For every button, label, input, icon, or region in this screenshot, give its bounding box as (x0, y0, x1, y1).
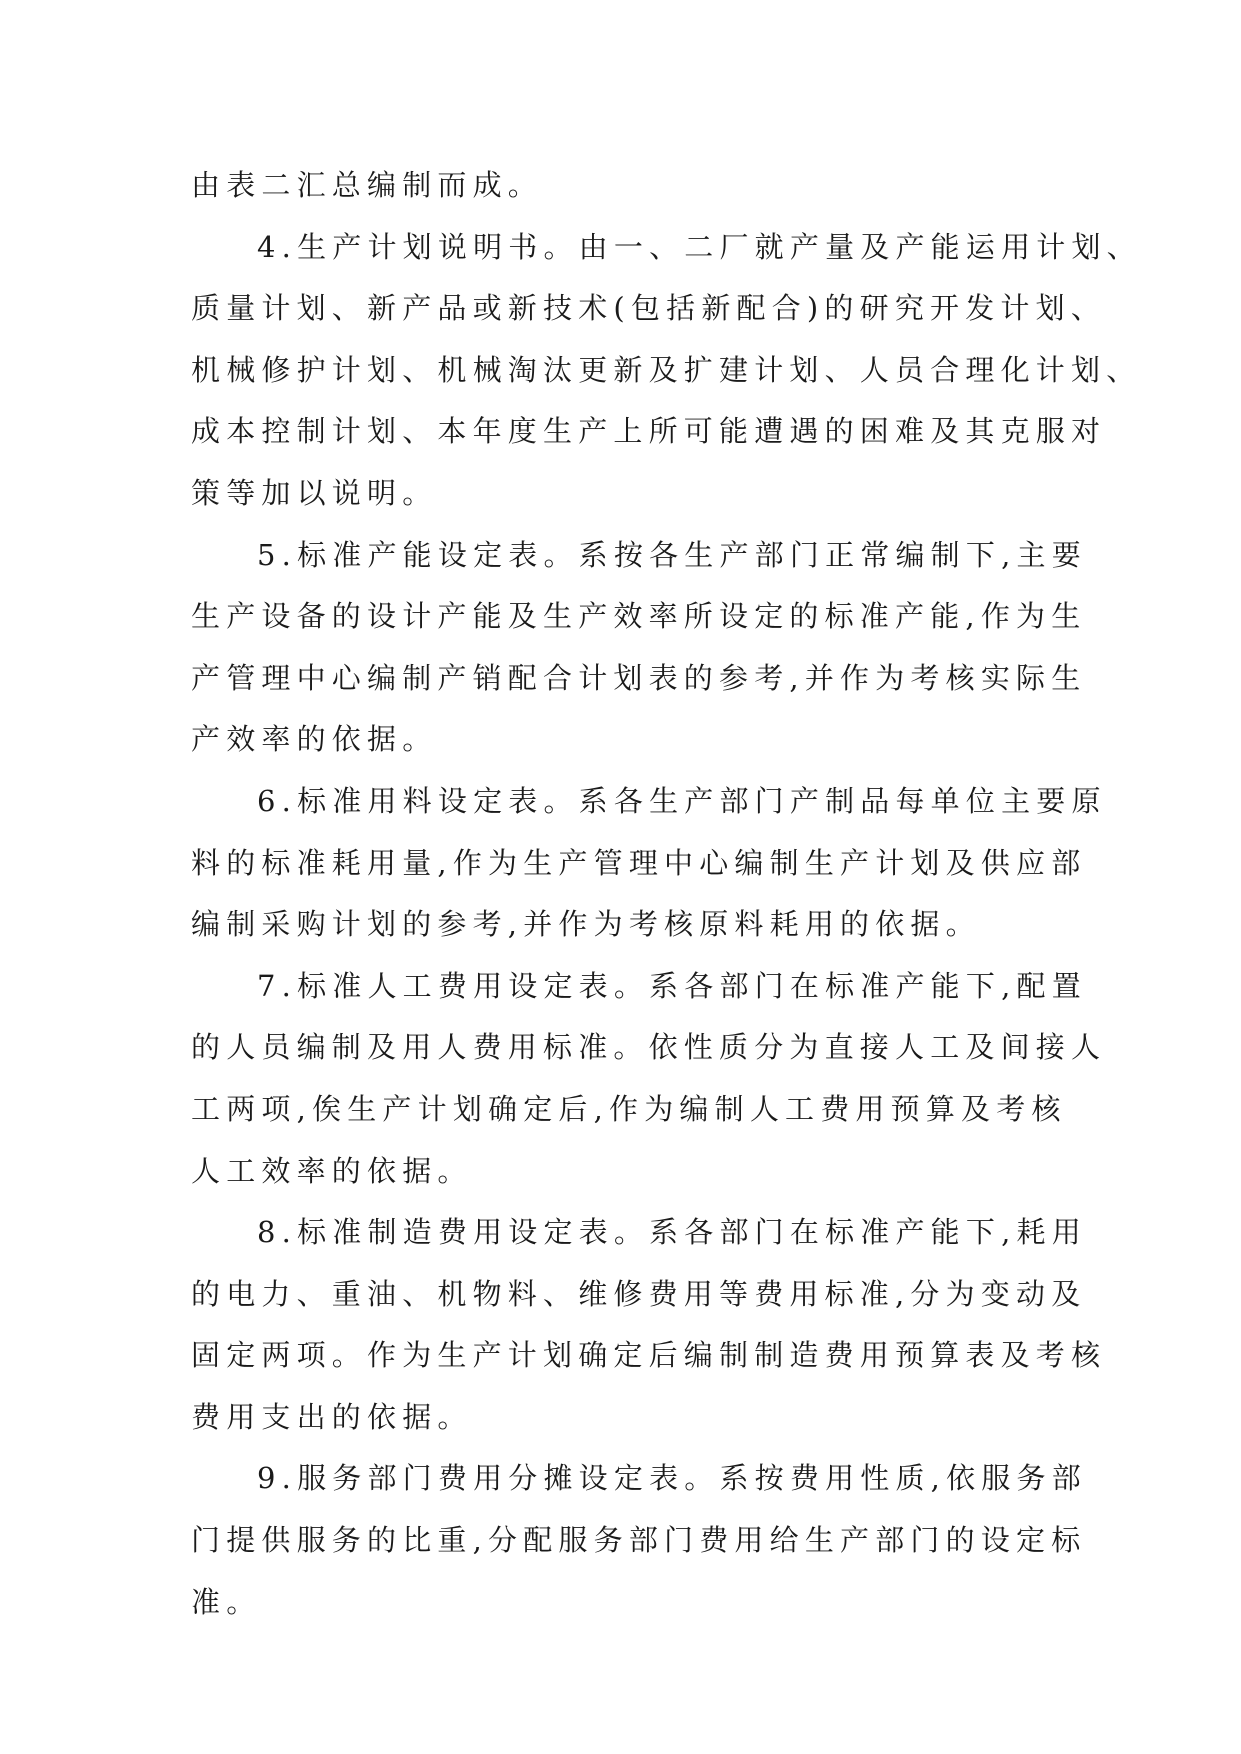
text-line: 准。 (191, 1584, 262, 1619)
text-line: 费用支出的依据。 (191, 1399, 473, 1434)
text-line: 编制采购计划的参考,并作为考核原料耗用的依据。 (191, 907, 981, 942)
text-line: 由表二汇总编制而成。 (191, 168, 544, 202)
text-line: 9.服务部门费用分摊设定表。系按费用性质,依服务部 (257, 1461, 1087, 1496)
text-line: 机械修护计划、机械淘汰更新及扩建计划、人员合理化计划、 (191, 352, 1142, 387)
paragraph-item-6 (191, 771, 1107, 956)
text-line: 料的标准耗用量,作为生产管理中心编制生产计划及供应部 (191, 845, 1087, 880)
text-line: 成本控制计划、本年度生产上所可能遭遇的困难及其克服对 (191, 414, 1107, 449)
text-line: 质量计划、新产品或新技术(包括新配合)的研究开发计划、 (191, 291, 1107, 326)
text-line: 固定两项。作为生产计划确定后编制制造费用预算表及考核 (191, 1338, 1107, 1373)
text-line: 门提供服务的比重,分配服务部门费用给生产部门的设定标 (191, 1523, 1087, 1558)
text-line: 8.标准制造费用设定表。系各部门在标准产能下,耗用 (257, 1215, 1087, 1250)
text-line: 6.标准用料设定表。系各生产部门产制品每单位主要原 (257, 783, 1107, 818)
paragraph-continuation (191, 155, 1061, 217)
text-line: 产效率的依据。 (191, 722, 438, 757)
paragraph-item-4 (191, 217, 1142, 525)
document-page (191, 155, 1142, 1633)
text-line: 工两项,俟生产计划确定后,作为编制人工费用预算及考核 (191, 1091, 1067, 1126)
text-line: 人工效率的依据。 (191, 1153, 473, 1188)
text-line: 的电力、重油、机物料、维修费用等费用标准,分为变动及 (191, 1276, 1087, 1311)
text-line: 生产设备的设计产能及生产效率所设定的标准产能,作为生 (191, 599, 1087, 634)
paragraph-item-8 (191, 1202, 1107, 1448)
text-line: 7.标准人工费用设定表。系各部门在标准产能下,配置 (257, 968, 1087, 1003)
text-line: 5.标准产能设定表。系按各生产部门正常编制下,主要 (257, 537, 1087, 572)
paragraph-item-7 (191, 956, 1107, 1202)
paragraph-item-9 (191, 1448, 1087, 1633)
text-line: 4.生产计划说明书。由一、二厂就产量及产能运用计划、 (257, 229, 1142, 264)
paragraph-item-5 (191, 525, 1087, 771)
text-line: 产管理中心编制产销配合计划表的参考,并作为考核实际生 (191, 660, 1087, 695)
text-line: 策等加以说明。 (191, 475, 438, 510)
text-line: 的人员编制及用人费用标准。依性质分为直接人工及间接人 (191, 1030, 1107, 1065)
